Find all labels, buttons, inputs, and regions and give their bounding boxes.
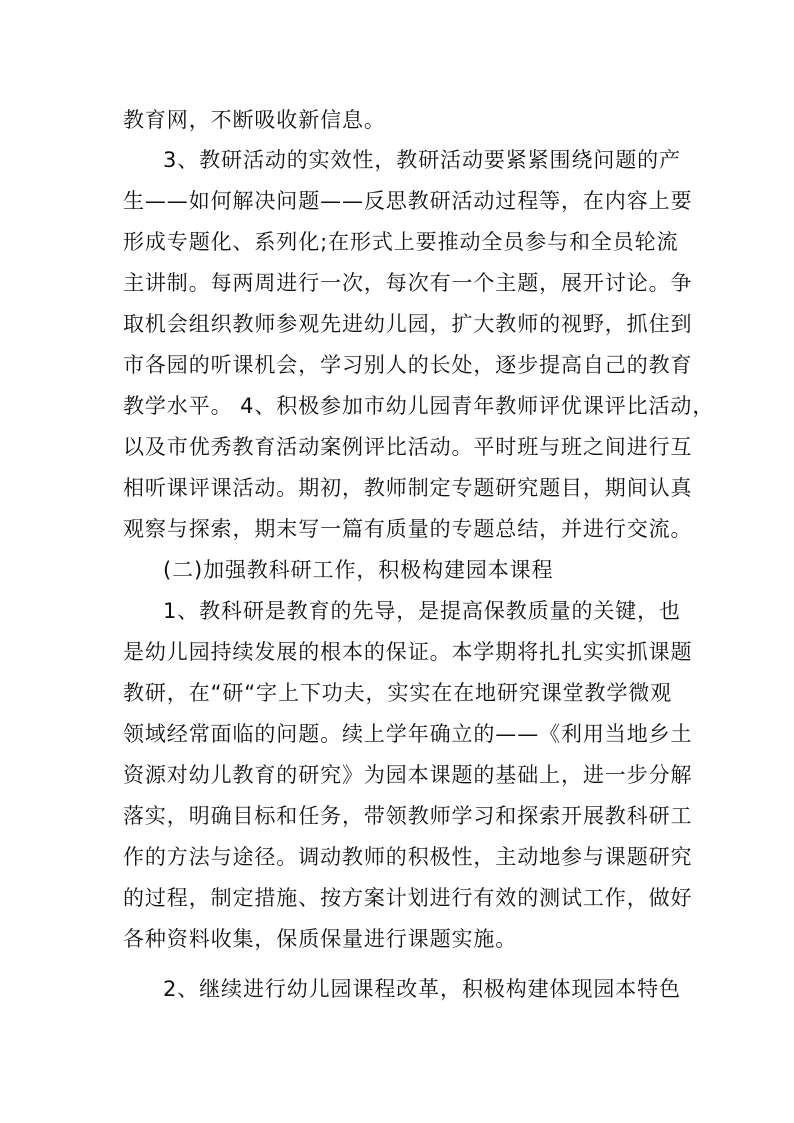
text-line: 是幼儿园持续发展的根本的保证。本学期将扎扎实实抓课题 — [123, 640, 693, 664]
text-line: 资源对幼儿教育的研究》为园本课题的基础上，进一步分解 — [123, 763, 693, 787]
text-line: 领域经常面临的问题。续上学年确立的——《利用当地乡土 — [123, 722, 693, 746]
text-line: 各种资料收集，保质保量进行课题实施。 — [123, 927, 518, 951]
text-line: 形成专题化、系列化;在形式上要推动全员参与和全员轮流 — [123, 230, 679, 254]
text-line: 相听课评课活动。期初，教师制定专题研究题目，期间认真 — [123, 476, 693, 500]
text-line: 的过程，制定措施、按方案计划进行有效的测试工作，做好 — [123, 886, 693, 910]
text-line: 落实，明确目标和任务，带领教师学习和探索开展教科研工 — [123, 804, 693, 828]
text-line: 教研，在“研“字上下功夫，实实在在地研究课堂教学微观 — [123, 681, 673, 705]
text-line: 2、继续进行幼儿园课程改革，积极构建体现园本特色 — [163, 977, 681, 1001]
text-line: 生——如何解决问题——反思教研活动过程等，在内容上要 — [123, 189, 693, 213]
text-line: 教学水平。 4、积极参加市幼儿园青年教师评优课评比活动， — [123, 394, 715, 418]
text-line: 教育网，不断吸收新信息。 — [123, 108, 386, 132]
text-line: 作的方法与途径。调动教师的积极性，主动地参与课题研究 — [123, 845, 693, 869]
text-line: 观察与探索，期末写一篇有质量的专题总结，并进行交流。 — [123, 517, 693, 541]
text-line: 取机会组织教师参观先进幼儿园，扩大教师的视野，抓住到 — [123, 312, 693, 336]
text-line: 主讲制。每两周进行一次，每次有一个主题，展开讨论。争 — [123, 271, 693, 295]
text-line: 以及市优秀教育活动案例评比活动。平时班与班之间进行互 — [123, 435, 693, 459]
text-line: 市各园的听课机会，学习别人的长处，逐步提高自己的教育 — [123, 353, 693, 377]
section-heading: (二)加强教科研工作，积极构建园本课程 — [163, 558, 554, 582]
text-line: 1、教科研是教育的先导，是提高保教质量的关键，也 — [163, 599, 681, 623]
text-line: 3、教研活动的实效性，教研活动要紧紧围绕问题的产 — [163, 148, 681, 172]
